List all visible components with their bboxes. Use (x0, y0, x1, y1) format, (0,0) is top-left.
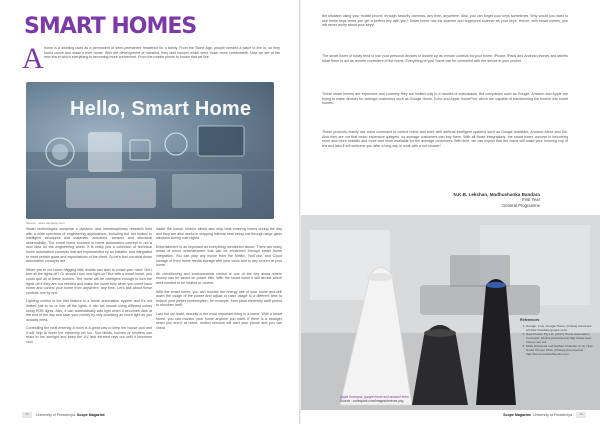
footer-magazine: Scope Magazine (76, 412, 105, 417)
right-paragraph: the situation using your mobile phone, through security cameras, any time, anywhere. Also, you can forget your keys sometimes. Why would you want to use metal keys when you get a perfect key with you? Smart home has iris scanner and fingerprint scanner as your keys. Hence, with smart homes, you will never worry about your keys! (322, 14, 568, 28)
col2-paragraph: Entertainment is as important as everything mentioned above. There are many areas of home entertainment that can be enhanced through smart home integration. You can play any movie from the Netflix, YouTube, and Cloud storage or from home media storage with your voice and to any screen at your home. (156, 244, 282, 268)
intro-paragraph: home is a dwelling used as a permanent or semi-permanent residence for a family. From the Stone Age, people needed a place to live in, so they found caves and made it their home. With the development of mankind, they built houses which were much more comfortable. Now we are at the new era in which everything is becoming more convenient. From the mobile phone to house that we live (44, 46, 280, 60)
author-names: N.K.B. Lekshan, Madhushanka Bandara (453, 192, 540, 197)
caption-text: Apple homepod, google home and amazon echo (340, 395, 409, 399)
author-year: First Year (522, 197, 540, 203)
right-paragraph: The smart home of today tend to use your personal devices to double up as remote controls for your home. iPhone, iPads and Android phones and tablets allow them to act as remote controllers of the home. Everything of your home can be controlled with the device in your pocket. (322, 54, 568, 63)
col2-paragraph: Air conditioning and environmental control is one of the key areas where money can be saved on power bills. With the smart home it will decide which area needed to be heated or cooled. (156, 271, 282, 285)
reference-item: 3. Molly Edmonds and Nathan Chandler (n.d). How Smart Homes Work. [Online] Accessed at http://home.howstuffworks.com (526, 344, 594, 356)
drop-cap: A (22, 42, 44, 75)
col1-paragraph: Lighting control is the first feature in a home automation system and it's not limited just to on or turn off the lights. It can set moods using different colors using RGB lights. Also, it can automatically add light when it becomes dark at the end of the day and save your money by only providing as much light as you actually need. (26, 299, 152, 322)
page-number: 14 (576, 412, 586, 418)
author-programme: General Programme (502, 202, 540, 208)
right-page (300, 0, 600, 424)
col2-paragraph: inside the house. Interior blinds also stop heat entering rooms during the day and they are also useful in stopping internal heat being lost through large glass windows during cold nights. (156, 227, 282, 241)
author-signature (453, 192, 540, 208)
living-room-photo (300, 215, 600, 410)
right-paragraph: These products mainly use voice command to control home and work with artificial intelligent systems such as Google Assistant, Amazon Alexa and Siri. Also they are not that much expensive gadgets, so average customers can buy them. With all those integrations, the smart home concept is becoming more and more realistic and more and more available for the average customers. With time, we can expect that the home will make your morning cup of tea and also it will welcome you after a long day of work with a hot shower! (322, 130, 568, 148)
col2-paragraph: With the smart home, you can monitor the energy use of your home and drill down the usage of the power and adjust or raise usage to a different time to reduce your power consumption, for example, from peak electricity tariff period to shoulder tariff. (156, 289, 282, 308)
footer-magazine: Scope Magazine (503, 412, 532, 417)
left-footer (22, 412, 105, 418)
right-footer (503, 412, 586, 418)
photo-caption (340, 395, 409, 403)
col2-paragraph: Last but not least, security is the most important thing in a home. With a smart home, you can monitor your home anytime you want. If there is a stranger when you aren't at home, motion sensors will alert your phone and you can check (156, 311, 282, 330)
references-title: References (520, 318, 540, 322)
column-1 (26, 227, 152, 345)
reference-item: 2. Nest Private Pty Ltd. (2017) Home Automation Concepts. [Online] Accessed at http://www.nest-house.com.au/ (526, 332, 594, 344)
hero-image (26, 82, 274, 219)
hero-source: Source : news.samsung.com (26, 221, 65, 225)
column-2 (156, 227, 282, 330)
hero-text: Hello, Smart Home (70, 98, 252, 120)
col1-paragraph: Smart technologies comprise a dynamic new interdisciplinary research field with a wide spectrum of engineering applications, including but not limited to intelligent structures and materials, actuators, sensors and structural observability. The smart home concept in home automation concept is not a new idea for the engineering world. It is really just a collection of technical home automation concepts that are implemented by an installer, and integrated to meet certain goals and expectations of the client. So let's find out what those automation concepts are. (26, 227, 152, 264)
caption-source: Source : codespark.com/images/devices.png (340, 399, 404, 403)
reference-item: 1. Google. (n.d). Google Home. [Online] Accessed at https://madeby.google.com/ (526, 324, 594, 332)
article-title: SMART HOMES (24, 14, 197, 39)
right-paragraph: These smart homes are expensive and currently they are limited only to a handful of enthusiasts. But companies such as Google, Amazon and Apple are trying to make devices for average customers such as Google Home, Echo and Apple HomePod, which are capable of transforming the homes into smart homes. (322, 92, 568, 106)
page-number: 13 (22, 412, 32, 418)
devices-scene (300, 215, 600, 410)
references-box (520, 318, 594, 356)
col1-paragraph: When you're not home nagging little doubts can start to crowd your mind. Did I turn all the lights off? Or should I turn one light on? But with a smart home, you could quit all of these worries. The home will be intelligent enough to turn the lights off if they are not needed and make the home fully when you come back home and control your home from anywhere, any time. Let's talk about these controls one by one. (26, 267, 152, 295)
footer-university: University of Peradeniya (533, 412, 572, 417)
footer-university: University of Peradeniya (36, 412, 75, 417)
book-spine (299, 0, 301, 424)
col1-paragraph: Controlling the heat entering a room is a great way to keep the house cool and it will help to lower the electricity bill too. Sun blinds, louvres or shutters can react to the sunlight and keep the UV and infrared rays out until it becomes cool (26, 326, 152, 345)
